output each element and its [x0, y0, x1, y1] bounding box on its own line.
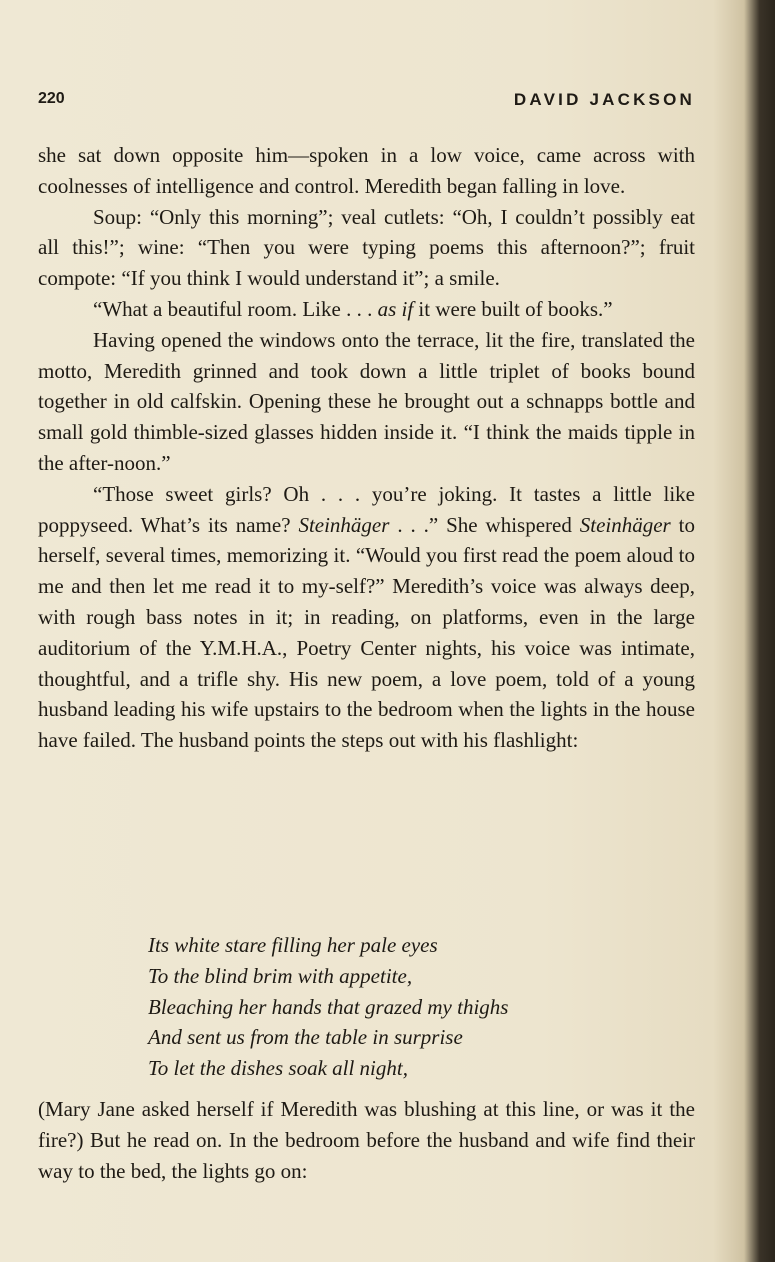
- paragraph: [38, 294, 695, 325]
- paragraph-text: “Those sweet girls? Oh . . . you’re joking. It tastes a little like poppyseed. What’s its name?: [38, 481, 695, 537]
- verse-line: Its white stare filling her pale eyes: [148, 933, 438, 957]
- running-head: [38, 86, 695, 114]
- closing-text: [38, 1094, 695, 1186]
- paragraph: she sat down opposite him—spoken in a low voice, came across with coolnesses of intelligence and control. Meredith began falling in love.: [38, 143, 695, 198]
- italic-phrase: Steinhäger: [579, 512, 671, 537]
- verse-line: Bleaching her hands that grazed my thighs: [148, 994, 509, 1019]
- page-number: 220: [38, 90, 65, 107]
- poem-excerpt: [148, 930, 668, 1084]
- paragraph: (Mary Jane asked herself if Meredith was blushing at this line, or was it the fire?) But he read on. In the bedroom before the husband and wife find their way to the bed, the lights go on:: [38, 1097, 695, 1183]
- paragraph-text: to herself, several times, memorizing it. “Would you first read the poem aloud to me and then let me read it to my-self?” Meredith’s voice was always deep, with rough bass notes in it; in reading, on platforms, even in the large auditorium of the Y.M.H.A., Poetry Center nights, his voice was intimate, thoughtful, and a trifle shy. His new poem, a love poem, told of a young husband leading his wife upstairs to the bedroom when the lights in the house have failed. The husband points the steps out with his flashlight:: [38, 512, 695, 753]
- running-head-author: DAVID JACKSON: [513, 90, 695, 109]
- verse-line: To the blind brim with appetite,: [148, 963, 413, 988]
- italic-phrase: Steinhäger: [298, 512, 390, 537]
- body-text: [38, 140, 695, 756]
- paragraph-text: it were built of books.”: [413, 296, 613, 321]
- paragraph: Having opened the windows onto the terrace, lit the fire, translated the motto, Meredith grinned and took down a little triplet of books bound together in old calfskin. Opening these he brought out a schnapps bottle and small gold thimble-sized glasses hidden inside it. “I think the maids tipple in the after-noon.”: [38, 327, 695, 475]
- paragraph-text: . . .” She whispered: [389, 512, 580, 537]
- paragraph: Soup: “Only this morning”; veal cutlets: “Oh, I couldn’t possibly eat all this!”; wine: “Then you were typing poems this afternoon?”; fruit compote: “If you think I would understand it”; a smile.: [38, 204, 695, 291]
- paragraph-text: “What a beautiful room. Like . . .: [93, 296, 378, 321]
- verse-line: To let the dishes soak all night,: [148, 1056, 408, 1081]
- paragraph: [38, 479, 695, 756]
- italic-phrase: as if: [377, 296, 414, 321]
- verse-line: And sent us from the table in surprise: [148, 1025, 463, 1050]
